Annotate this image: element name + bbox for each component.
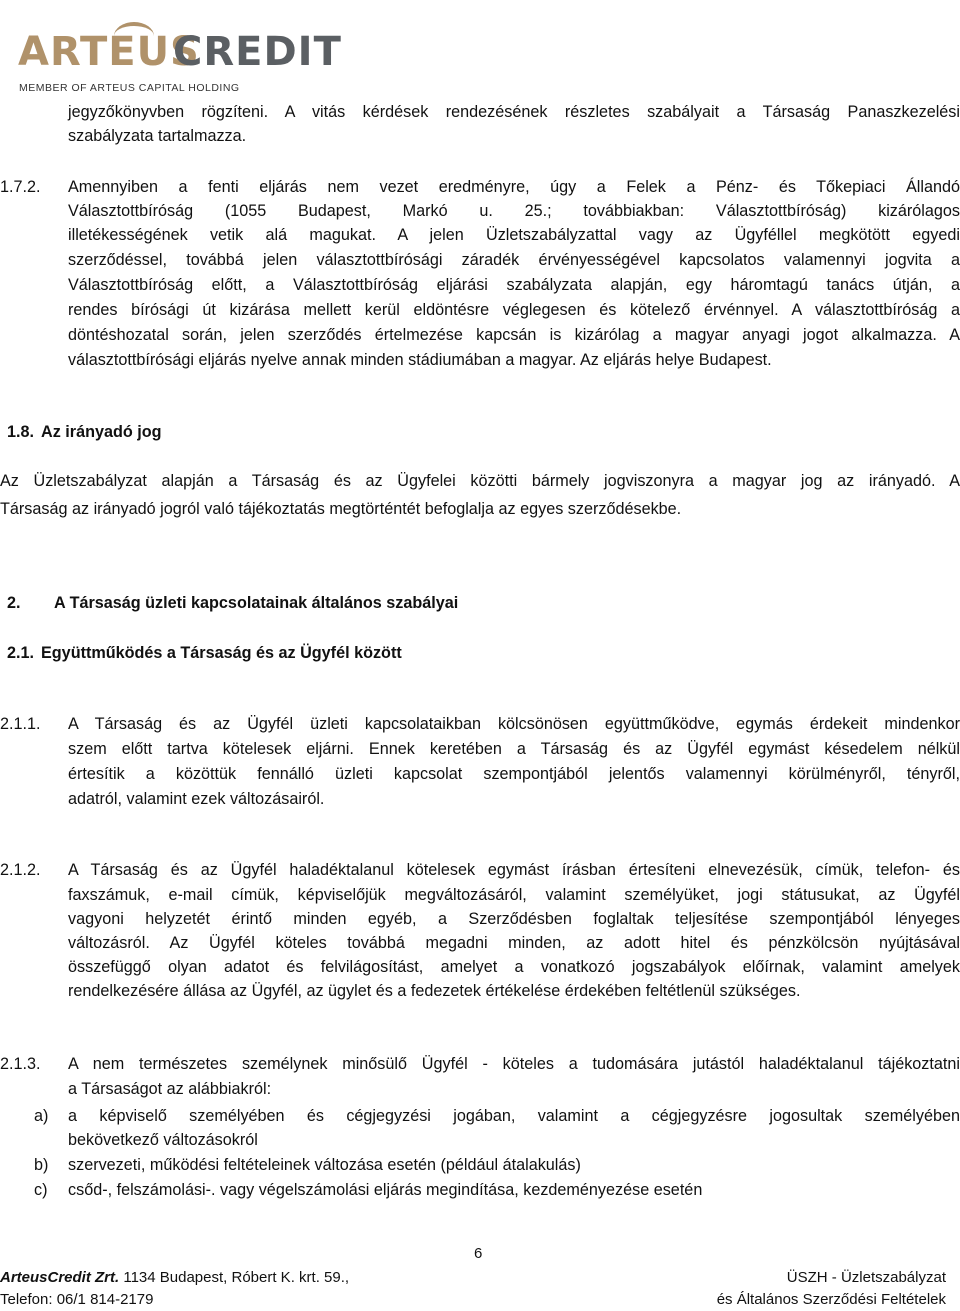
section-heading: Együttműködés a Társaság és az Ügyfél között [41, 644, 402, 662]
company-logo [18, 22, 342, 96]
paragraph-line: Választottbíróság előtt, a Választottbíróság eljárási szabályzata alapján, egy háromtagú tanács útján, a [68, 276, 960, 294]
list-item: csőd-, felszámolási-. vagy végelszámolási eljárás megindítása, kezdeményezése esetén [68, 1181, 703, 1199]
paragraph-line: Az Üzletszabályzat alapján a Társaság és az Ügyfelei közötti bármely jogviszonyra a magyar jog az irányadó. A [0, 472, 960, 490]
section-number: 2.1.2. [0, 861, 41, 879]
section-heading: Az irányadó jog [41, 423, 162, 441]
footer-phone: Telefon: 06/1 814-2179 [0, 1291, 154, 1308]
paragraph-line: jegyzőkönyvben rögzíteni. A vitás kérdések rendezésének részletes szabályait a Társaság Panaszkezelési [68, 103, 960, 121]
list-label: c) [34, 1181, 48, 1199]
chapter-heading: A Társaság üzleti kapcsolatainak általános szabályai [54, 594, 459, 612]
paragraph-line: választottbírósági eljárás nyelve annak minden stádiumában a magyar. Az eljárás helye Budapest. [68, 351, 772, 369]
paragraph-line: rendes bírósági út kizárása mellett kerül eldöntésre véglegesen és kötelező érvénnyel. A választottbíróság a [68, 301, 960, 319]
logo-word-arteus: ARTEUS [18, 29, 200, 75]
list-item: bekövetkező változásokról [68, 1131, 258, 1149]
paragraph-line: Választottbíróság (1055 Budapest, Markó u. 25.; továbbiakban: Választottbíróság) kizárólagos [68, 202, 960, 220]
heading-number: 1.8. [7, 423, 35, 441]
section-number: 1.7.2. [0, 178, 41, 196]
paragraph-line: változásról. Az Ügyfél köteles továbbá megadni minden, az adott hitel és pénzkölcsön nyújtásával [68, 934, 960, 952]
footer-address: 1134 Budapest, Róbert K. krt. 59., [119, 1269, 350, 1286]
paragraph-line: adatról, valamint ezek változásairól. [68, 790, 325, 808]
paragraph-line: A Társaság és az Ügyfél üzleti kapcsolataikban kölcsönösen együttműködve, egymás érdekeit mindenkor [68, 715, 960, 733]
list-label: b) [34, 1156, 49, 1174]
footer-doc-subtitle: és Általános Szerződési Feltételek [716, 1291, 946, 1308]
logo-word-credit: CREDIT [173, 29, 342, 75]
paragraph-line: szem előtt tartva kötelesek eljárni. Ennek keretében a Társaság és az Ügyfél egymást késedelem nélkül [68, 740, 960, 758]
paragraph-line: Amennyiben a fenti eljárás nem vezet eredményre, úgy a Felek a Pénz- és Tőkepiaci Állandó [68, 178, 960, 196]
paragraph-line: A Társaság és az Ügyfél haladéktalanul kötelesek egymást írásban értesíteni elnevezésük, címük, telefon- és [68, 861, 960, 879]
footer-doc-title: ÜSZH - Üzletszabályzat [786, 1269, 946, 1286]
paragraph-line: a Társaságot az alábbiakról: [68, 1080, 272, 1098]
paragraph-line: összefüggő olyan adatot és felvilágosítást, amelyet a vonatkozó jogszabályok előírnak, valamint amelyek [68, 958, 960, 976]
list-label: a) [34, 1107, 49, 1125]
footer-company-name: ArteusCredit Zrt. [0, 1269, 120, 1286]
paragraph-line: szabályzata tartalmazza. [68, 127, 247, 145]
paragraph-line: vagyoni helyzetét érintő minden egyéb, a Szerződésben foglaltak teljesítése szempontjából lényeges [68, 910, 960, 928]
footer-company [0, 1268, 349, 1288]
heading-number: 2.1. [7, 644, 35, 662]
heading-number: 2. [7, 594, 21, 612]
paragraph-line: faxszámuk, e-mail címük, képviselőjük megváltozásáról, valamint személyüket, jogi státusukat, az Ügyfél [68, 886, 960, 904]
paragraph-line: rendelkezésére állása az Ügyfél, az ügylet és a fedezetek értékelése érdekében feltétlenül szükséges. [68, 982, 801, 1000]
list-item: szervezeti, működési feltételeinek változása esetén (például átalakulás) [68, 1156, 581, 1174]
paragraph-line: illetékességének vetik alá magukat. A jelen Üzletszabályzattal vagy az Ügyféllel megkötött egyedi [68, 226, 960, 244]
paragraph-line: értesítik a közöttük fennálló üzleti kapcsolat szempontjából jelentős valamennyi körülményről, tényről, [68, 765, 960, 783]
page-number: 6 [474, 1245, 483, 1262]
list-item: a képviselő személyében és cégjegyzési jogában, valamint a cégjegyzésre jogosultak személyében [68, 1107, 960, 1125]
section-number: 2.1.1. [0, 715, 41, 733]
section-number: 2.1.3. [0, 1055, 41, 1073]
paragraph-line: szerződéssel, továbbá jelen választottbírósági záradék érvényességével kapcsolatos valamennyi jogvita a [68, 251, 960, 269]
paragraph-line: Társaság az irányadó jogról való tájékoztatás megtörténtét befoglalja az egyes szerződésekbe. [0, 500, 682, 518]
logo-tagline: MEMBER OF ARTEUS CAPITAL HOLDING [19, 82, 240, 94]
paragraph-line: A nem természetes személynek minősülő Ügyfél - köteles a tudomására jutástól haladéktalanul tájékoztatni [68, 1055, 960, 1073]
paragraph-line: döntéshozatal során, jelen szerződés értelmezése kapcsán is kizárólag a magyar anyagi jogot alkalmazza. A [68, 326, 960, 344]
